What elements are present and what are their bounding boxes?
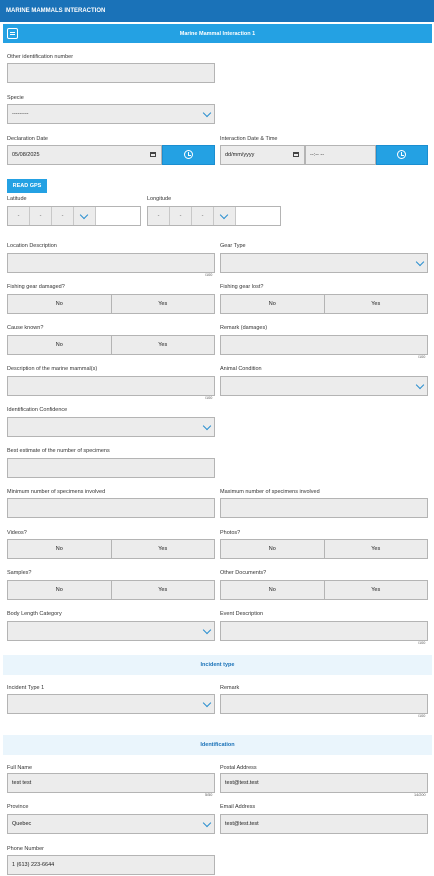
id-confidence-select[interactable] [7, 417, 215, 437]
province-label: Province [7, 804, 29, 810]
interaction-clock-button[interactable] [376, 145, 428, 165]
no-option[interactable]: No [55, 546, 63, 552]
longitude-input[interactable] [147, 206, 281, 226]
clock-icon [184, 150, 193, 159]
latitude-minutes[interactable]: - [30, 207, 52, 225]
yes-option[interactable]: Yes [324, 540, 428, 558]
other-id-input[interactable] [7, 63, 215, 83]
no-option[interactable]: No [268, 546, 276, 552]
latitude-seconds[interactable]: - [52, 207, 74, 225]
other-documents-label: Other Documents? [220, 570, 267, 576]
full-name-label: Full Name [7, 765, 33, 771]
animal-condition-label: Animal Condition [220, 366, 262, 372]
identification-section-header: Identification [3, 735, 432, 755]
yes-option[interactable]: Yes [324, 581, 428, 599]
postal-address-value: test@test.test [225, 780, 259, 786]
photos-toggle[interactable] [220, 539, 428, 559]
videos-label: Videos? [7, 530, 27, 536]
interaction-datetime-label: Interaction Date & Time [220, 136, 278, 142]
specie-select[interactable] [7, 104, 215, 124]
latitude-label: Latitude [7, 196, 27, 202]
no-option[interactable]: No [268, 587, 276, 593]
remark-damages-label: Remark (damages) [220, 325, 268, 331]
chevron-down-icon [416, 381, 424, 389]
best-estimate-label: Best estimate of the number of specimens [7, 448, 110, 454]
interaction-time-placeholder: --:-- -- [310, 152, 325, 158]
interaction-date-input[interactable] [220, 145, 305, 165]
chevron-down-icon [203, 819, 211, 827]
form-title: Marine Mammal Interaction 1 [179, 31, 256, 37]
latitude-hemisphere-select[interactable] [74, 207, 96, 225]
body-length-label: Body Length Category [7, 611, 62, 617]
full-name-value: test test [12, 780, 32, 786]
fishing-gear-lost-toggle[interactable] [220, 294, 428, 314]
incident-type-label: Incident Type 1 [7, 685, 45, 691]
phone-number-input[interactable] [7, 855, 215, 875]
yes-option[interactable]: Yes [111, 336, 215, 354]
yes-option[interactable]: Yes [111, 581, 215, 599]
postal-address-label: Postal Address [220, 765, 257, 771]
email-address-value: test@test.test [225, 821, 259, 827]
char-counter: /100 [205, 396, 213, 400]
incident-remark-label: Remark [220, 685, 240, 691]
province-value: Quebec [12, 821, 32, 827]
no-option[interactable]: No [55, 301, 63, 307]
no-option[interactable]: No [55, 587, 63, 593]
char-counter: /100 [205, 273, 213, 277]
samples-toggle[interactable] [7, 580, 215, 600]
videos-toggle[interactable] [7, 539, 215, 559]
fishing-gear-damaged-toggle[interactable] [7, 294, 215, 314]
max-specimens-label: Maximum number of specimens involved [220, 489, 320, 495]
read-gps-button[interactable]: READ GPS [7, 179, 47, 193]
chevron-down-icon [416, 258, 424, 266]
best-estimate-input[interactable] [7, 458, 215, 478]
gear-type-label: Gear Type [220, 243, 246, 249]
char-counter: 14/200 [414, 793, 426, 797]
specie-label: Specie [7, 95, 24, 101]
char-counter: 5/50 [205, 793, 213, 797]
latitude-decimal[interactable] [96, 207, 140, 225]
char-counter: /100 [418, 714, 426, 718]
cause-known-label: Cause known? [7, 325, 44, 331]
latitude-input[interactable] [7, 206, 141, 226]
longitude-decimal[interactable] [236, 207, 280, 225]
char-counter: /100 [418, 641, 426, 645]
min-specimens-label: Minimum number of specimens involved [7, 489, 106, 495]
yes-option[interactable]: Yes [111, 295, 215, 313]
longitude-degrees[interactable]: - [148, 207, 170, 225]
interaction-date-placeholder: dd/mm/yyyy [225, 152, 255, 158]
event-description-label: Event Description [220, 611, 264, 617]
incident-type-select[interactable] [7, 694, 215, 714]
chevron-down-icon [203, 699, 211, 707]
longitude-seconds[interactable]: - [192, 207, 214, 225]
postal-address-input[interactable] [220, 773, 428, 793]
latitude-degrees[interactable]: - [8, 207, 30, 225]
clock-icon [397, 150, 406, 159]
email-address-label: Email Address [220, 804, 256, 810]
longitude-hemisphere-select[interactable] [214, 207, 236, 225]
event-description-input[interactable] [220, 621, 428, 641]
min-specimens-input[interactable] [7, 498, 215, 518]
chevron-down-icon [80, 211, 88, 219]
chevron-down-icon [203, 422, 211, 430]
calendar-icon[interactable] [150, 152, 156, 157]
declaration-date-input[interactable] [7, 145, 162, 165]
other-id-label: Other identification number [7, 54, 74, 60]
calendar-icon[interactable] [293, 152, 299, 157]
gear-type-select[interactable] [220, 253, 428, 273]
phone-number-value: 1 (613) 223-6644 [12, 862, 55, 868]
cause-known-toggle[interactable] [7, 335, 215, 355]
incident-type-section-header: Incident type [3, 655, 432, 675]
form-icon [7, 28, 18, 39]
longitude-minutes[interactable]: - [170, 207, 192, 225]
interaction-time-input[interactable] [305, 145, 376, 165]
remark-damages-input[interactable] [220, 335, 428, 355]
chevron-down-icon [203, 109, 211, 117]
declaration-date-value: 05/08/2025 [12, 152, 40, 158]
form-title-bar [3, 24, 432, 43]
province-select[interactable] [7, 814, 215, 834]
fishing-gear-lost-label: Fishing gear lost? [220, 284, 264, 290]
no-option[interactable]: No [55, 342, 63, 348]
id-confidence-label: Identification Confidence [7, 407, 68, 413]
specie-value: --------- [12, 111, 29, 117]
yes-option[interactable]: Yes [324, 295, 428, 313]
fishing-gear-damaged-label: Fishing gear damaged? [7, 284, 65, 290]
char-counter: /100 [418, 355, 426, 359]
app-header [0, 0, 434, 22]
description-label: Description of the marine mammal(s) [7, 366, 98, 372]
full-name-input[interactable] [7, 773, 215, 793]
body-length-select[interactable] [7, 621, 215, 641]
longitude-label: Longitude [147, 196, 172, 202]
animal-condition-select[interactable] [220, 376, 428, 396]
description-input[interactable] [7, 376, 215, 396]
other-documents-toggle[interactable] [220, 580, 428, 600]
location-description-label: Location Description [7, 243, 57, 249]
max-specimens-input[interactable] [220, 498, 428, 518]
no-option[interactable]: No [268, 301, 276, 307]
chevron-down-icon [220, 211, 228, 219]
declaration-clock-button[interactable] [162, 145, 215, 165]
samples-label: Samples? [7, 570, 32, 576]
yes-option[interactable]: Yes [111, 540, 215, 558]
email-address-input[interactable] [220, 814, 428, 834]
app-title: MARINE MAMMALS INTERACTION [6, 8, 106, 14]
phone-number-label: Phone Number [7, 846, 44, 852]
photos-label: Photos? [220, 530, 241, 536]
declaration-date-label: Declaration Date [7, 136, 48, 142]
location-description-input[interactable] [7, 253, 215, 273]
chevron-down-icon [203, 626, 211, 634]
incident-remark-input[interactable] [220, 694, 428, 714]
